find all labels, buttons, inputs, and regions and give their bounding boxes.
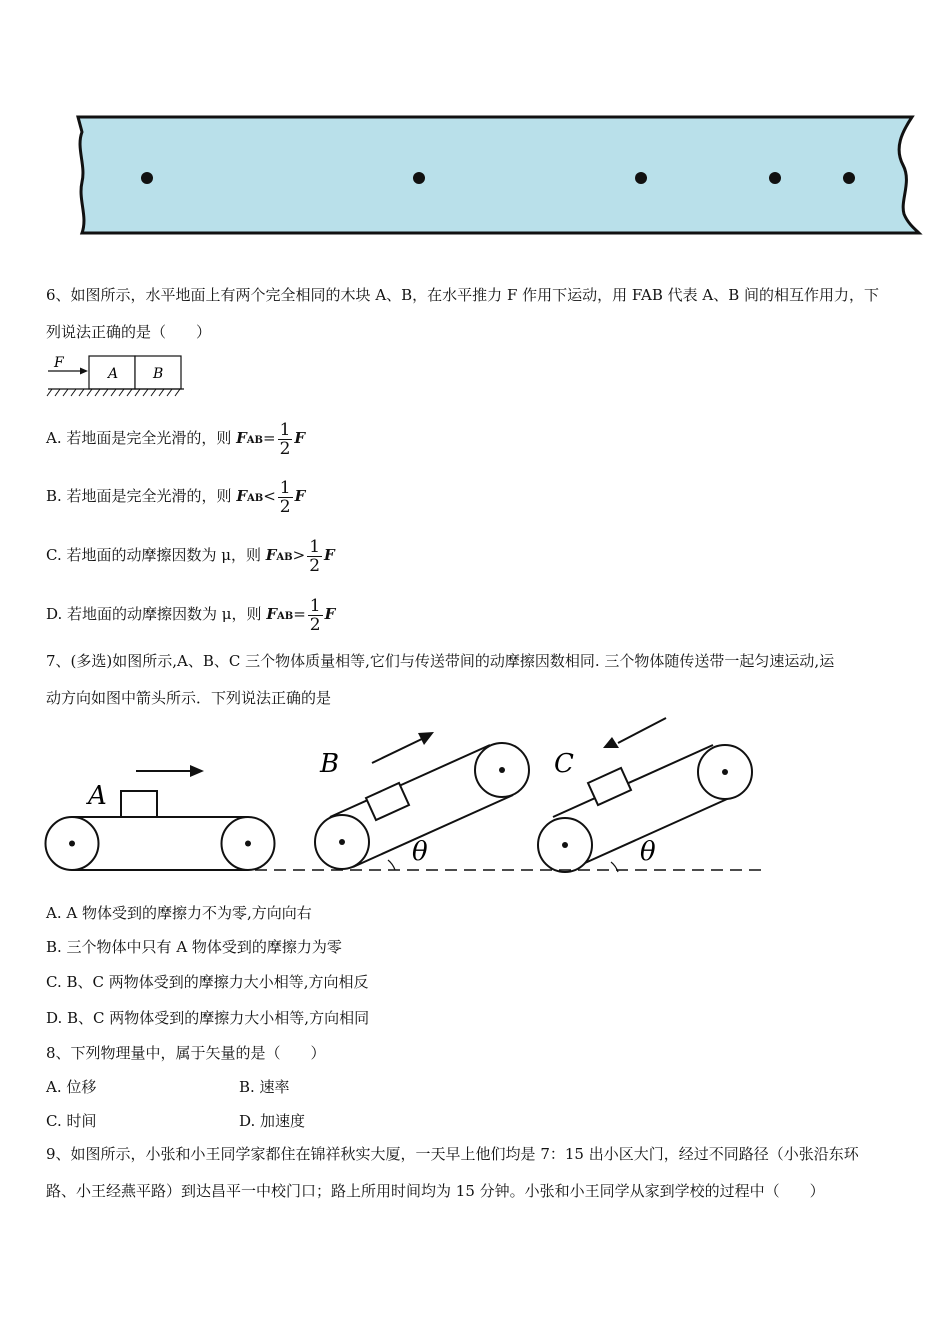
- relation: =: [263, 429, 276, 447]
- f-symbol: F: [294, 429, 306, 447]
- q6-option-d[interactable]: [46, 594, 335, 634]
- f-subscript: AB: [247, 493, 264, 504]
- q6-option-b[interactable]: [46, 476, 305, 516]
- q8-option-d[interactable]: D. 加速度: [239, 1112, 306, 1130]
- fraction: $\frac{1}{2}$: [279, 419, 291, 459]
- tape-dot: [635, 172, 647, 184]
- tape-dot: [843, 172, 855, 184]
- f-symbol: F: [266, 605, 277, 623]
- q6-option-c[interactable]: [46, 535, 335, 575]
- theta-b: θ: [412, 837, 428, 867]
- f-symbol: F: [294, 487, 306, 505]
- q9-stem-line1: 9、如图所示，小张和小王同学家都住在锦祥秋实大厦，一天早上他们均是 7：15 出小区大门，经过不同路径（小张沿东环: [46, 1145, 859, 1163]
- arrow-b: [418, 732, 434, 745]
- option-text: C. 若地面的动摩擦因数为 μ，则: [46, 546, 266, 564]
- conveyor-a: [46, 771, 275, 870]
- q7-option-b[interactable]: B. 三个物体中只有 A 物体受到的摩擦力为零: [46, 938, 342, 956]
- label-c: C: [554, 749, 574, 779]
- relation: =: [293, 605, 306, 623]
- option-text: B. 若地面是完全光滑的，则: [46, 487, 237, 505]
- q7-option-d[interactable]: D. B、C 两物体受到的摩擦力大小相等,方向相同: [46, 1009, 370, 1027]
- q8-option-b[interactable]: B. 速率: [239, 1078, 290, 1096]
- fraction: $\frac{1}{2}$: [309, 536, 321, 576]
- tape-dot: [769, 172, 781, 184]
- q7-option-a[interactable]: A. A 物体受到的摩擦力不为零,方向向右: [46, 904, 312, 922]
- f-subscript: AB: [246, 435, 264, 446]
- q8-option-c[interactable]: C. 时间: [46, 1112, 97, 1130]
- force-label: F: [54, 355, 64, 371]
- paper-tape: [78, 117, 919, 233]
- fraction: $\frac{1}{2}$: [279, 477, 291, 517]
- tape-dot: [141, 172, 153, 184]
- tape-dot: [413, 172, 425, 184]
- q7-stem-line1: 7、(多选)如图所示,A、B、C 三个物体质量相等,它们与传送带间的动摩擦因数相同. 三个物体随传送带一起匀速运动,运: [46, 652, 835, 670]
- option-text: A. 若地面是完全光滑的，则: [46, 429, 237, 447]
- f-subscript: AB: [276, 552, 293, 563]
- q8-option-a[interactable]: A. 位移: [46, 1078, 97, 1096]
- arrow-c: [603, 737, 619, 748]
- q6-option-a[interactable]: [46, 418, 305, 458]
- block-b-label: B: [153, 366, 164, 382]
- q6-stem-line1: 6、如图所示，水平地面上有两个完全相同的木块 A、B，在水平推力 F 作用下运动，用 FAB 代表 A、B 间的相互作用力，下: [46, 286, 880, 304]
- f-subscript: AB: [276, 611, 294, 622]
- label-a: A: [88, 781, 107, 811]
- option-text: D. 若地面的动摩擦因数为 μ，则: [46, 605, 267, 623]
- q8-stem: 8、下列物理量中，属于矢量的是（ ）: [46, 1044, 326, 1062]
- conveyor-figure: [40, 712, 780, 882]
- fraction: $\frac{1}{2}$: [309, 595, 321, 635]
- f-symbol: F: [236, 487, 247, 505]
- object-c: [588, 768, 631, 805]
- object-a: [121, 791, 157, 817]
- q6-blocks-figure: [44, 352, 189, 398]
- q9-stem-line2: 路、小王经燕平路）到达昌平一中校门口；路上所用时间均为 15 分钟。小张和小王同学从家到学校的过程中（ ）: [46, 1182, 825, 1200]
- theta-c: θ: [640, 837, 656, 867]
- paper-tape-figure: [70, 110, 925, 240]
- object-b: [366, 783, 409, 820]
- f-symbol: F: [236, 429, 247, 447]
- q7-stem-line2: 动方向如图中箭头所示．下列说法正确的是: [46, 689, 332, 707]
- relation: >: [292, 546, 306, 564]
- f-symbol: F: [324, 605, 336, 623]
- f-symbol: F: [324, 546, 335, 564]
- relation: <: [263, 487, 276, 505]
- f-symbol: F: [265, 546, 277, 564]
- q6-stem-line2: 列说法正确的是（ ）: [46, 323, 212, 341]
- arrow-a: [190, 765, 204, 777]
- q7-option-c[interactable]: C. B、C 两物体受到的摩擦力大小相等,方向相反: [46, 973, 369, 991]
- block-a-label: A: [108, 366, 119, 382]
- label-b: B: [320, 749, 340, 779]
